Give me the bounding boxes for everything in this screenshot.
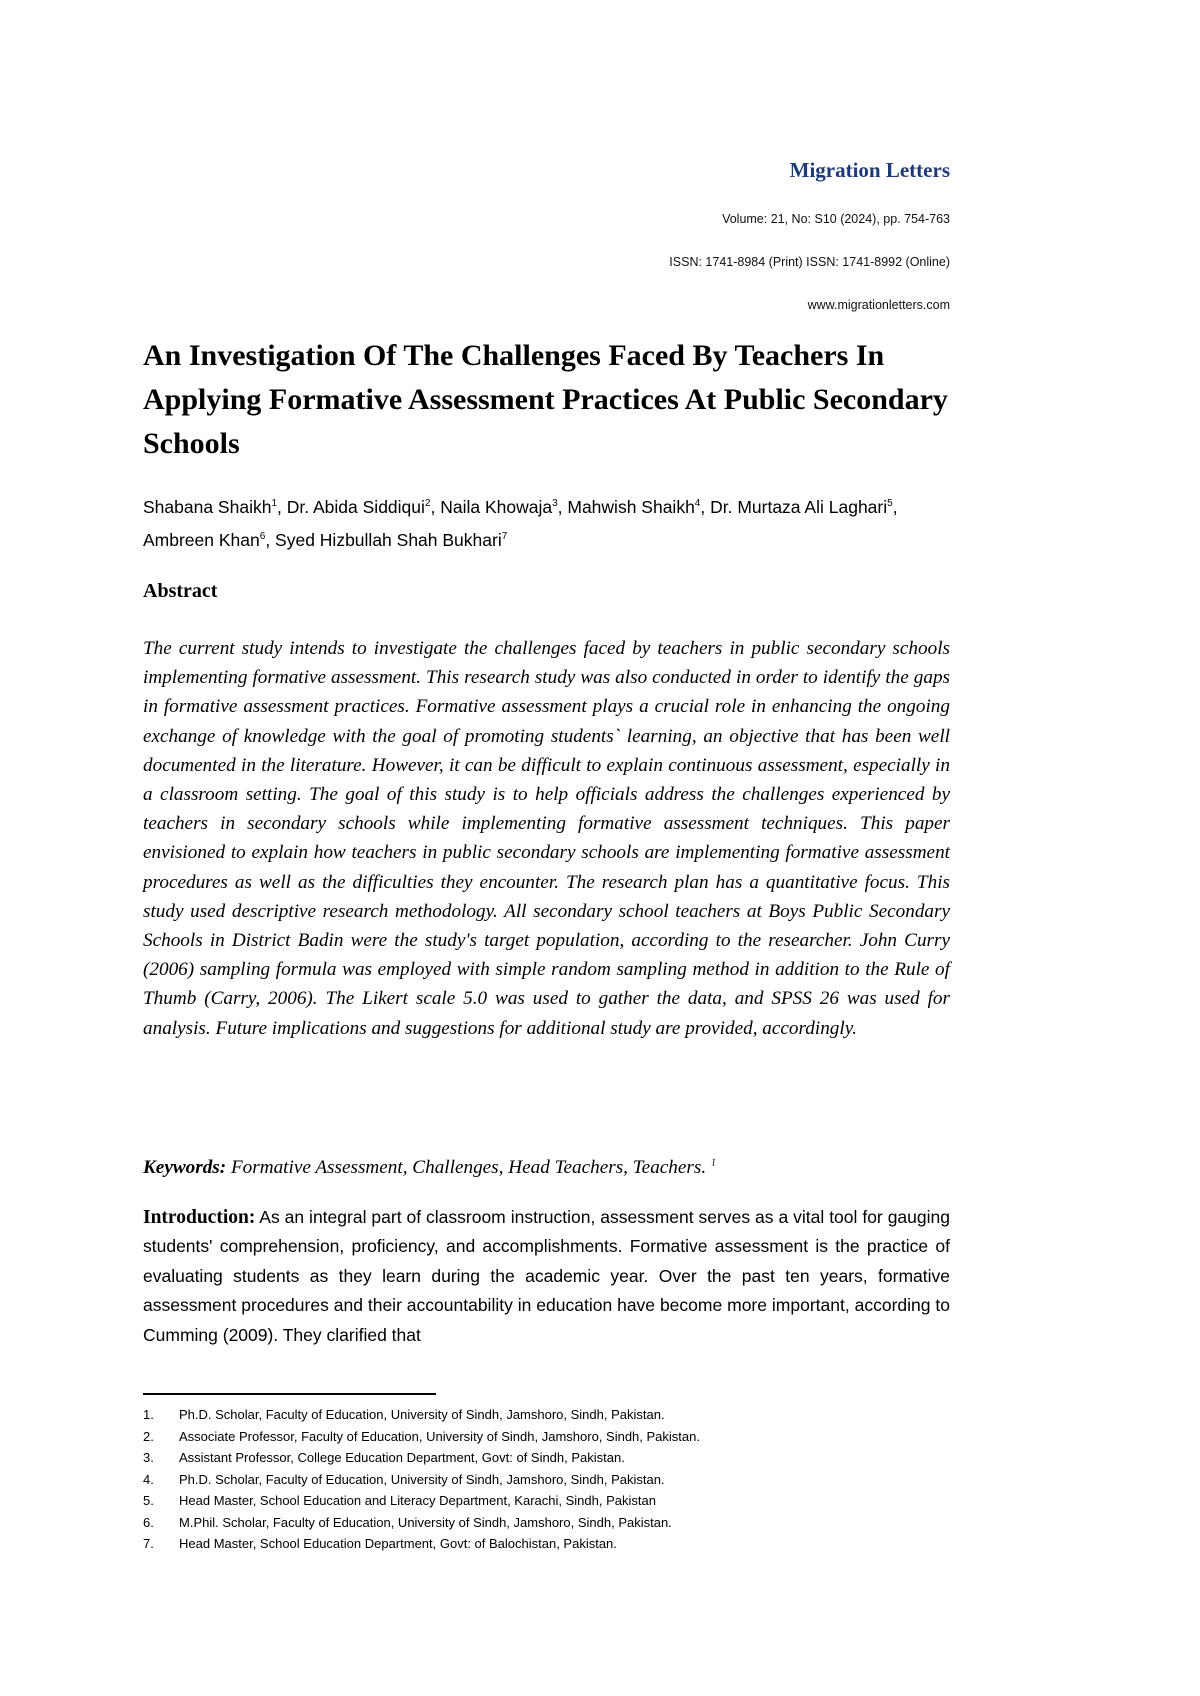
author: Naila Khowaja$^3$, [440,497,568,517]
footnote-item: 1. Ph.D. Scholar, Faculty of Education, University of Sindh, Jamshoro, Sindh, Pakistan. [143,1407,665,1422]
author: Syed Hizbullah Shah Bukhari$^7$ [275,530,508,550]
footnote-item: 2. Associate Professor, Faculty of Education, University of Sindh, Jamshoro, Sindh, Pakistan. [143,1428,700,1444]
author: Mahwish Shaikh$^4$, [567,497,711,517]
footnote-item: 5. Head Master, School Education and Literacy Department, Karachi, Sindh, Pakistan [143,1493,656,1508]
footnote-item: 4. Ph.D. Scholar, Faculty of Education, University of Sindh, Jamshoro, Sindh, Pakistan. [143,1471,665,1487]
introduction-paragraph [143,1203,950,1350]
keywords [143,1157,950,1179]
author: Shabana Shaikh$^1$, [143,497,287,517]
footnote-item: 6. M.Phil. Scholar, Faculty of Education, University of Sindh, Jamshoro, Sindh, Pakistan. [143,1514,672,1530]
footnote-list [143,1404,950,1555]
footnote-item: 7. Head Master, School Education Department, Govt: of Balochistan, Pakistan. [143,1536,617,1551]
issn-info: ISSN: 1741-8984 (Print) ISSN: 1741-8992 (Online) [669,255,950,269]
abstract-text: The current study intends to investigate the challenges faced by teachers in public secondary schools implementing formative assessment. This research study was also conducted in order to identify the gaps in formative assessment practices. Formative assessment plays a crucial role in enhancing the ongoing exchange of knowledge with the goal of promoting students` learning, an objective that has been well documented in the literature. However, it can be difficult to explain continuous assessment, especially in a classroom setting. The goal of this study is to help officials address the challenges experienced by teachers in secondary schools while implementing formative assessment techniques. This paper envisioned to explain how teachers in public secondary schools are implementing formative assessment procedures as well as the difficulties they encounter. The research plan has a quantitative focus. This study used descriptive research methodology. All secondary school teachers at Boys Public Secondary Schools in District Badin were the study's target population, according to the researcher. John Curry (2006) sampling formula was employed with simple random sampling method in addition to the Rule of Thumb (Carry, 2006). The Likert scale 5.0 was used to gather the data, and SPSS 26 was used for analysis. Future implications and suggestions for additional study are provided, accordingly. [143,638,950,1039]
volume-info: Volume: 21, No: S10 (2024), pp. 754-763 [722,212,950,226]
journal-website: www.migrationletters.com [807,298,950,312]
introduction-text: As an integral part of classroom instruction, assessment serves as a vital tool for gauging students' comprehension, proficiency, and accomplishments. Formative assessment is the practice of evaluating students as they learn during the academic year. Over the past ten years, formative assessment procedures and their accountability in education have become more important, according to Cumming (2009). They clarified that [143,1207,950,1345]
keywords-label: Keywords: [143,1157,227,1178]
author: Ambreen Khan$^6$, [143,530,276,550]
footnote-divider [143,1393,436,1395]
abstract-heading: Abstract [143,580,218,602]
footnote-item: 3. Assistant Professor, College Education Department, Govt: of Sindh, Pakistan. [143,1450,625,1465]
journal-name: Migration Letters [789,158,950,182]
author: Dr. Murtaza Ali Laghari$^5$, [710,497,898,517]
keywords-footnote-marker: 1 [710,1157,716,1169]
keywords-text: Formative Assessment, Challenges, Head Teachers, Teachers. [226,1157,707,1178]
paper-title: An Investigation Of The Challenges Faced By Teachers In Applying Formative Assessment Practices At Public Secondary Schools [143,339,948,460]
introduction-label: Introduction: [143,1207,256,1228]
author-list [143,491,950,557]
author: Dr. Abida Siddiqui$^2$, [286,497,441,517]
paper-page [143,0,950,1696]
